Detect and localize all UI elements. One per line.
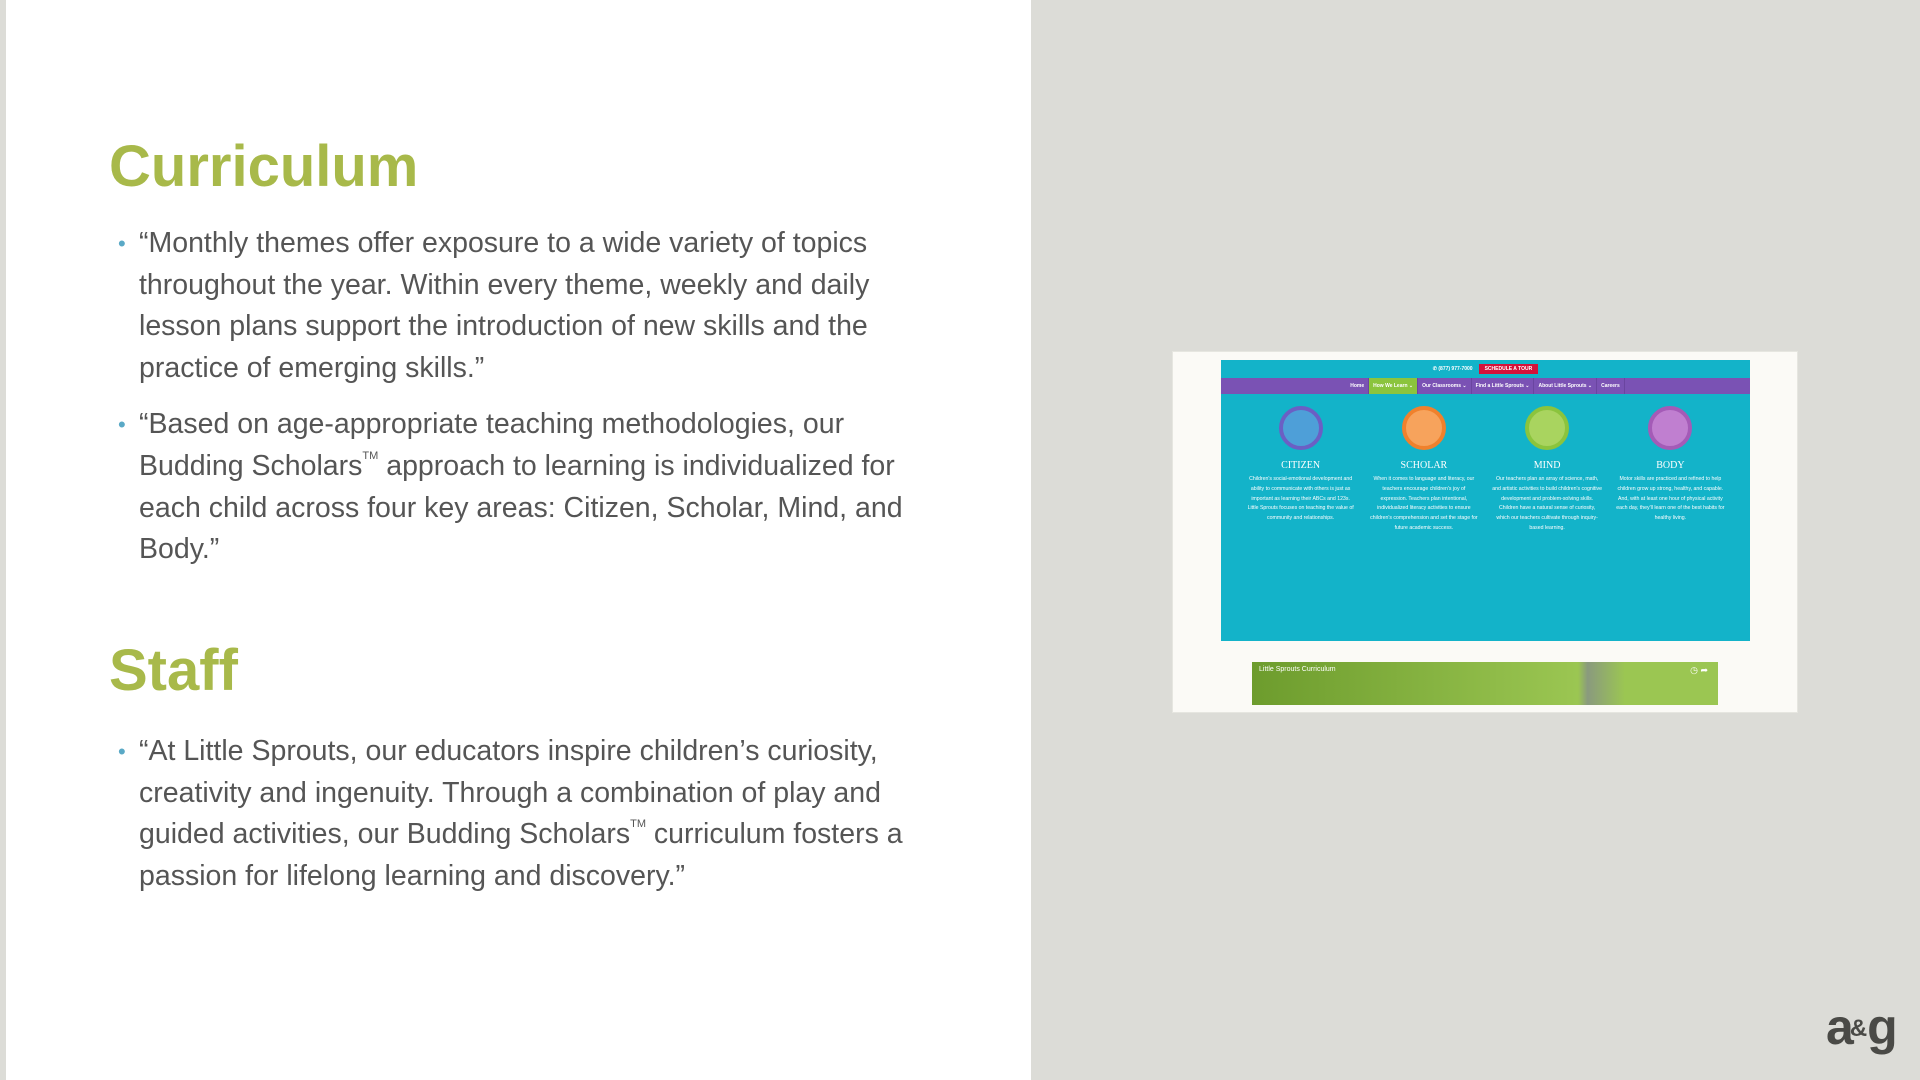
area-scholar xyxy=(1369,406,1479,534)
ag-logo xyxy=(1826,998,1894,1056)
staff-heading: Staff xyxy=(109,638,238,703)
area-body xyxy=(1615,406,1725,534)
logo-g: g xyxy=(1867,999,1894,1055)
area-title: MIND xyxy=(1533,460,1561,471)
text: curriculum fosters a passion for lifelong learning and discovery.” xyxy=(139,818,903,892)
nav-item: About Little Sprouts ⌄ xyxy=(1534,378,1597,394)
scholar-icon xyxy=(1402,406,1446,450)
curriculum-list xyxy=(120,223,940,586)
nav-item: Find a Little Sprouts ⌄ xyxy=(1472,378,1535,394)
video-title: Little Sprouts Curriculum xyxy=(1259,666,1336,673)
site-nav xyxy=(1221,378,1750,394)
list-item xyxy=(120,404,940,570)
trademark: TM xyxy=(630,818,647,831)
area-mind xyxy=(1492,406,1602,534)
website-screenshot xyxy=(1172,351,1798,713)
nav-item: How We Learn ⌄ xyxy=(1369,378,1418,394)
video-icons: ◷ ➦ xyxy=(1690,665,1708,675)
curriculum-heading: Curriculum xyxy=(109,134,419,199)
area-text: Our teachers plan an array of science, math, and artistic activities to build children's cognitive development and problem-solving skills. Children have a natural sense of curiosity, which our teachers cultivate through inquiry-based learning. xyxy=(1492,476,1602,531)
area-title: CITIZEN xyxy=(1281,460,1321,471)
nav-item: Our Classrooms ⌄ xyxy=(1418,378,1471,394)
nav-item: Home xyxy=(1346,378,1369,394)
text: approach to learning is individualized for each child across four key areas: Citizen, Scholar, Mind, and Body.” xyxy=(139,449,903,566)
area-text: When it comes to language and literacy, our teachers encourage children's joy of expression. Teachers plan intentional, individualized literacy activities to ensure children's comprehension and set the stage for future academic success. xyxy=(1370,476,1478,531)
top-bar xyxy=(1221,360,1750,378)
list-item: • “Monthly themes offer exposure to a wide variety of topics throughout the year. Within every theme, weekly and daily lesson plans support the introduction of new skills and the practice of emerging skills.” xyxy=(120,223,940,389)
citizen-icon xyxy=(1279,406,1323,450)
area-text: Motor skills are practiced and refined to help children grow up strong, healthy, and capable. And, with at least one hour of physical activity each day, they'll learn one of the best habits for healthy living. xyxy=(1616,476,1725,522)
video-player xyxy=(1252,662,1718,705)
logo-amp: & xyxy=(1849,1015,1868,1042)
area-citizen xyxy=(1246,406,1356,534)
area-text: Children's social-emotional development and ability to communicate with others is just as important as learning their ABCs and 123s. Little Sprouts focuses on teaching the value of community and relationships. xyxy=(1247,476,1354,522)
mind-icon xyxy=(1525,406,1569,450)
text: “At Little Sprouts, our educators inspire children’s curiosity, creativity and ingenuity. Through a combination of play and guided activities, our Budding Scholars xyxy=(139,735,881,851)
staff-list xyxy=(120,731,940,912)
area-title: SCHOLAR xyxy=(1400,460,1448,471)
schedule-tour-button: SCHEDULE A TOUR xyxy=(1479,364,1539,374)
nav-item: Careers xyxy=(1597,378,1625,394)
area-title: BODY xyxy=(1656,460,1685,471)
content-panel xyxy=(6,0,1031,1080)
phone-number: ✆ (877) 977-7000 xyxy=(1432,366,1473,372)
logo-a: a xyxy=(1826,999,1850,1055)
list-item xyxy=(120,731,940,897)
trademark: TM xyxy=(362,449,379,462)
website-section xyxy=(1221,360,1750,641)
body-icon xyxy=(1648,406,1692,450)
text: “Based on age-appropriate teaching methodologies, our Budding Scholars xyxy=(139,408,845,482)
